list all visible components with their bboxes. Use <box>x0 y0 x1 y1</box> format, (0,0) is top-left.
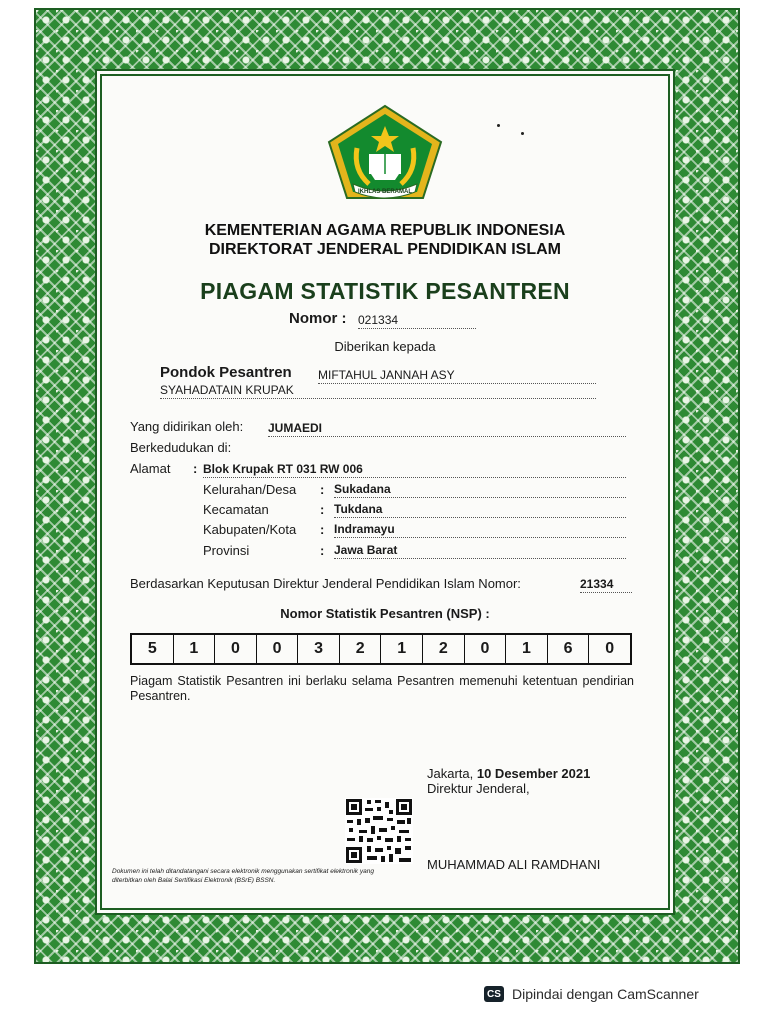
qr-code-icon <box>345 798 413 864</box>
kabupaten-value: Indramayu <box>334 522 626 538</box>
provinsi-label: Provinsi <box>203 543 250 558</box>
nsp-digit: 0 <box>257 635 299 663</box>
nomor-value: 021334 <box>358 313 476 329</box>
kelurahan-value: Sukadana <box>334 482 626 498</box>
pondok-label: Pondok Pesantren <box>160 364 292 381</box>
nsp-digit: 0 <box>215 635 257 663</box>
signature-place-date <box>427 766 590 781</box>
nsp-label: Nomor Statistik Pesantren (NSP) : <box>280 606 490 621</box>
camscanner-text: Dipindai dengan CamScanner <box>512 986 699 1002</box>
nsp-digit: 0 <box>605 640 615 657</box>
kabupaten-colon: : <box>320 522 325 537</box>
ministry-name: KEMENTERIAN AGAMA REPUBLIK INDONESIA <box>204 222 566 239</box>
nsp-digit-grid <box>130 633 632 665</box>
given-to-label: Diberikan kepada <box>334 339 436 354</box>
kecamatan-label: Kecamatan <box>203 502 269 517</box>
provinsi-value: Jawa Barat <box>334 543 626 559</box>
nsp-digit: 6 <box>548 635 590 663</box>
nsp-digit: 5 <box>132 635 174 663</box>
provinsi-colon: : <box>320 543 325 558</box>
kabupaten-label: Kabupaten/Kota <box>203 522 297 537</box>
scan-speck <box>497 124 500 127</box>
logo-banner-text: IKHLAS BERAMAL <box>358 189 412 195</box>
nomor-label: Nomor : <box>289 310 347 327</box>
decree-number: 21334 <box>580 577 632 593</box>
located-label: Berkedudukan di: <box>130 440 232 455</box>
kelurahan-colon: : <box>320 482 325 497</box>
nsp-digit: 1 <box>381 635 423 663</box>
nsp-digit: 1 <box>174 635 216 663</box>
address-value: Blok Krupak RT 031 RW 006 <box>203 462 626 478</box>
signature-position: Direktur Jenderal, <box>427 781 530 796</box>
signature-place: Jakarta, <box>427 766 477 781</box>
nsp-digit: 2 <box>340 635 382 663</box>
address-colon: : <box>193 461 198 476</box>
directorate-name: DIREKTORAT JENDERAL PENDIDIKAN ISLAM <box>208 241 562 258</box>
founder-value: JUMAEDI <box>268 421 626 437</box>
nsp-digit: 1 <box>506 635 548 663</box>
kelurahan-label: Kelurahan/Desa <box>203 482 297 497</box>
nsp-digit: 0 <box>465 635 507 663</box>
address-label: Alamat <box>130 461 171 476</box>
scan-speck <box>521 132 524 135</box>
camscanner-watermark <box>484 986 699 1002</box>
pondok-name-line2: SYAHADATAIN KRUPAK <box>160 383 596 399</box>
certificate-title: PIAGAM STATISTIK PESANTREN <box>200 278 570 304</box>
camscanner-logo-icon: CS <box>484 986 504 1002</box>
decree-label: Berdasarkan Keputusan Direktur Jenderal Pendidikan Islam Nomor: <box>130 576 521 591</box>
signer-name: MUHAMMAD ALI RAMDHANI <box>427 857 601 872</box>
ministry-emblem-icon <box>327 104 443 200</box>
pondok-name-line1: MIFTAHUL JANNAH ASY <box>318 368 596 384</box>
electronic-signature-disclaimer: Dokumen ini telah ditandatangani secara elektronik menggunakan sertifikat elektronik yang diterbitkan oleh Balai Sertifikasi Elektronik (BSrE) BSSN. <box>112 868 374 884</box>
kecamatan-value: Tukdana <box>334 502 626 518</box>
signature-date: 10 Desember 2021 <box>476 766 591 781</box>
kecamatan-colon: : <box>320 502 325 517</box>
founder-label: Yang didirikan oleh: <box>130 419 244 434</box>
nsp-digit: 3 <box>298 635 340 663</box>
validity-statement: Piagam Statistik Pesantren ini berlaku selama Pesantren memenuhi ketentuan pendirian Pesantren. <box>130 674 634 703</box>
nsp-digit: 2 <box>423 635 465 663</box>
